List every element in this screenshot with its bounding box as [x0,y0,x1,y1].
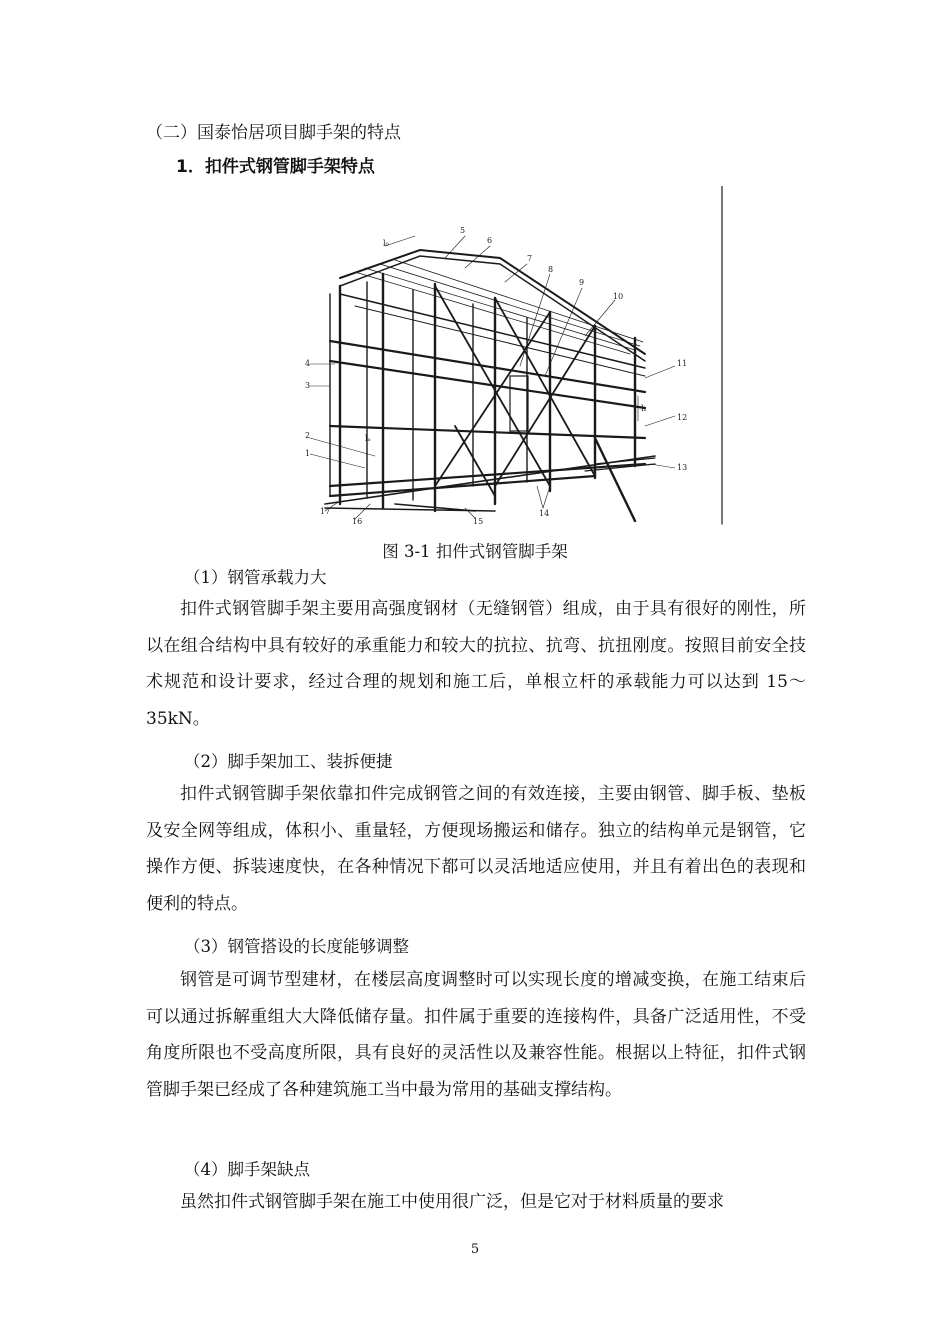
figure-label-l0: l₀ [383,239,389,248]
page-number: 5 [470,1242,480,1257]
figure-label-6: 6 [487,236,493,245]
figure-label-13: 13 [677,463,688,472]
figure-label-7: 7 [527,254,533,263]
section-heading-2: （2）脚手架加工、装拆便捷 [184,752,393,771]
figure-label-12: 12 [677,413,688,422]
figure-label-2: 2 [305,431,311,440]
section-body-3: 钢管是可调节型建材，在楼层高度调整时可以实现长度的增减变换，在施工结束后可以通过拆解重组大大降低储存量。扣件属于重要的连接构件，具备广泛适用性，不受角度所限也不受高度所限，具有良好的灵活性以及兼容性能。根据以上特征，扣件式钢管脚手架已经成了各种建筑施工当中最为常用的基础支撑结构。 [146,970,806,1100]
section-title: （二）国泰怡居项目脚手架的特点 [146,123,401,143]
figure-label-8: 8 [548,265,554,274]
figure-label-3: 3 [305,381,311,390]
figure-label-15: 15 [473,517,484,526]
subsection-title: 1．扣件式钢管脚手架特点 [176,157,375,177]
figure-label-17: 17 [320,507,331,516]
figure-label-16: 16 [352,517,363,526]
figure-label-4: 4 [305,359,311,368]
figure-label-5: 5 [460,226,466,235]
scaffold-figure [295,186,730,526]
section-heading-1: （1）钢管承载力大 [184,568,327,587]
figure-label-14: 14 [539,509,550,518]
figure-caption: 图 3-1 扣件式钢管脚手架 [382,542,568,561]
figure-label-la: lₐ [365,434,371,443]
section-body-1: 扣件式钢管脚手架主要用高强度钢材（无缝钢管）组成，由于具有很好的刚性，所以在组合结构中具有较好的承重能力和较大的抗拉、抗弯、抗扭刚度。按照目前安全技术规范和设计要求，经过合理的规划和施工后，单根立杆的承载能力可以达到 15～35kN。 [146,599,806,729]
figure-label-10: 10 [613,292,624,301]
figure-label-1: 1 [305,449,311,458]
figure-label-h: h [641,404,647,413]
figure-label-11: 11 [677,359,688,368]
section-body-4: 虽然扣件式钢管脚手架在施工中使用很广泛，但是它对于材料质量的要求 [180,1192,724,1212]
section-heading-4: （4）脚手架缺点 [184,1160,310,1179]
section-body-2: 扣件式钢管脚手架依靠扣件完成钢管之间的有效连接，主要由钢管、脚手板、垫板及安全网等组成，体积小、重量轻，方便现场搬运和储存。独立的结构单元是钢管，它操作方便、拆装速度快，在各种情况下都可以灵活地适应使用，并且有着出色的表现和便利的特点。 [146,784,806,914]
figure-label-9: 9 [579,278,585,287]
scaffold-drawing [295,186,730,526]
section-heading-3: （3）钢管搭设的长度能够调整 [184,937,409,956]
